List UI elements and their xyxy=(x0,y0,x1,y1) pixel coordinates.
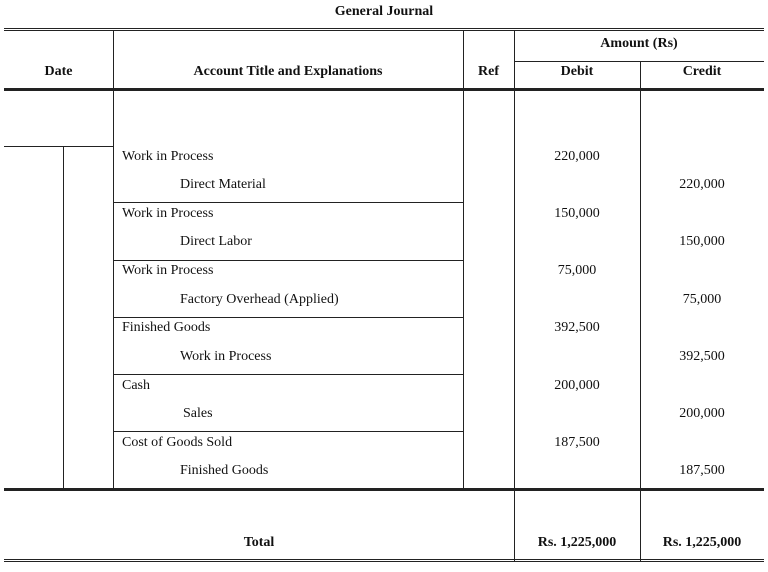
amount-header-rule xyxy=(514,61,764,62)
table-bottom-rule xyxy=(4,559,764,562)
ref-header: Ref xyxy=(478,64,499,79)
debit-amount: 200,000 xyxy=(554,378,600,393)
account-column-divider xyxy=(463,31,464,489)
account-header: Account Title and Explanations xyxy=(193,64,383,79)
debit-account-label: Cost of Goods Sold xyxy=(122,435,233,450)
date-column-divider xyxy=(113,31,114,489)
journal-title: General Journal xyxy=(334,4,434,19)
credit-account-label: Finished Goods xyxy=(180,463,269,478)
total-credit: Rs. 1,225,000 xyxy=(662,535,742,550)
credit-account-label: Work in Process xyxy=(180,349,272,364)
credit-amount: 200,000 xyxy=(679,406,725,421)
entries-bottom-rule xyxy=(4,488,764,491)
credit-account-label: Sales xyxy=(183,406,213,421)
entry-separator xyxy=(113,374,463,375)
credit-amount: 75,000 xyxy=(682,292,722,307)
debit-amount: 392,500 xyxy=(554,320,600,335)
credit-account-label: Direct Labor xyxy=(180,234,252,249)
ref-column-divider xyxy=(514,31,515,561)
debit-account-label: Work in Process xyxy=(122,149,214,164)
debit-header: Debit xyxy=(560,64,594,79)
date-subcolumn-divider xyxy=(63,146,64,489)
entry-separator xyxy=(113,260,463,261)
debit-account-label: Finished Goods xyxy=(122,320,211,335)
debit-account-label: Work in Process xyxy=(122,206,214,221)
credit-account-label: Direct Material xyxy=(180,177,266,192)
total-debit: Rs. 1,225,000 xyxy=(537,535,617,550)
credit-amount: 187,500 xyxy=(679,463,725,478)
table-top-rule xyxy=(4,28,764,31)
credit-amount: 150,000 xyxy=(679,234,725,249)
amount-header: Amount (Rs) xyxy=(600,36,678,51)
debit-amount: 187,500 xyxy=(554,435,600,450)
body-start-rule xyxy=(4,146,114,147)
debit-amount: 75,000 xyxy=(557,263,597,278)
debit-amount: 150,000 xyxy=(554,206,600,221)
credit-amount: 392,500 xyxy=(679,349,725,364)
entry-separator xyxy=(113,317,463,318)
credit-header: Credit xyxy=(682,64,722,79)
debit-column-divider xyxy=(640,61,641,561)
debit-account-label: Work in Process xyxy=(122,263,214,278)
entry-separator xyxy=(113,202,463,203)
entry-separator xyxy=(113,431,463,432)
date-header: Date xyxy=(44,64,73,79)
credit-amount: 220,000 xyxy=(679,177,725,192)
debit-amount: 220,000 xyxy=(554,149,600,164)
header-bottom-rule xyxy=(4,88,764,91)
total-label: Total xyxy=(243,535,275,550)
debit-account-label: Cash xyxy=(122,378,150,393)
credit-account-label: Factory Overhead (Applied) xyxy=(180,292,339,307)
